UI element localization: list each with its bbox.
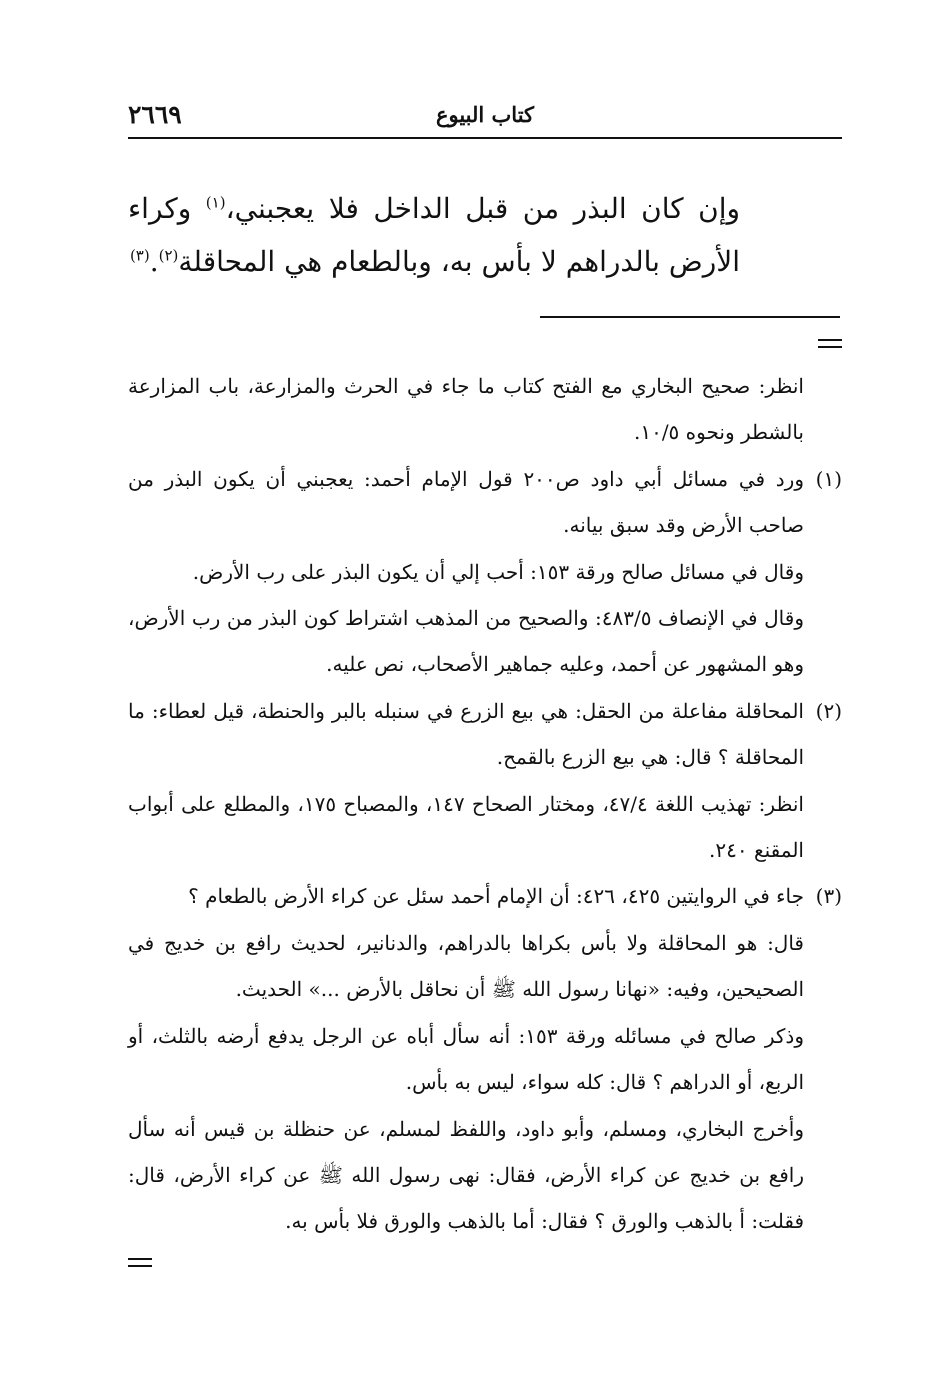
footnote-paragraph: جاء في الروايتين ٤٢٥، ٤٢٦: أن الإمام أحمد سئل عن كراء الأرض بالطعام ؟: [188, 884, 804, 909]
footnote-separator: [540, 316, 840, 318]
footnote-paragraph: المحاقلة مفاعلة من الحقل: هي بيع الزرع في سنبله بالبر والحنطة، قيل لعطاء: ما المحاقلة ؟ قال: هي بيع الزرع بالقمح.: [128, 698, 804, 770]
footnote-paragraph: وأخرج البخاري، ومسلم، وأبو داود، واللفظ لمسلم، عن حنظلة بن قيس أنه سأل رافع بن خديج عن كراء الأرض، فقال: نهى رسول الله ﷺ عن كراء الأرض، قال: فقلت: أ بالذهب والورق ؟ فقال: أما بالذهب والورق فلا بأس به.: [128, 1116, 804, 1234]
main-text-part3: .: [149, 245, 159, 278]
footnote-ref-1[interactable]: (١): [205, 193, 226, 212]
page-number: ٢٦٦٩: [128, 100, 182, 129]
footnote-paragraph: وقال في الإنصاف ٤٨٣/٥: والصحيح من المذهب اشتراط كون البذر من رب الأرض، وهو المشهور عن أحمد، وعليه جماهير الأصحاب، نص عليه.: [128, 606, 804, 677]
footnote-continuation-text: انظر: صحيح البخاري مع الفتح كتاب ما جاء في الحرث والمزارعة، باب المزارعة بالشطر ونحوه ١٠/٥.: [128, 374, 804, 445]
footnote-paragraph: وذكر صالح في مسائله ورقة ١٥٣: أنه سأل أباه عن الرجل يدفع أرضه بالثلث، أو الربع، أو الدراهم ؟ قال: كله سواء، ليس به بأس.: [128, 1023, 804, 1095]
footnote-2: [128, 688, 842, 874]
main-text-part2: وكراء الأرض بالدراهم لا بأس به، وبالطعام هي المحاقلة: [128, 192, 740, 278]
footnote-number: (٣): [815, 884, 842, 909]
main-text: [128, 182, 740, 288]
footnote-paragraph: ورد في مسائل أبي داود ص٢٠٠ قول الإمام أحمد: يعجبني أن يكون البذر من صاحب الأرض وقد سبق بيانه.: [128, 466, 804, 538]
footnote-1: [128, 456, 842, 688]
continuation-mark-top: [818, 339, 842, 348]
footnote-paragraph: قال: هو المحاقلة ولا بأس بكراها بالدراهم، والدنانير، لحديث رافع بن خديج في الصحيحين، وفيه: «نهانا رسول الله ﷺ أن نحاقل بالأرض ...» الحديث.: [128, 930, 804, 1002]
footnote-ref-3[interactable]: (٣): [129, 246, 150, 265]
footnotes: [128, 363, 842, 1245]
continuation-mark-bottom: [128, 1258, 152, 1267]
main-text-part1: وإن كان البذر من قبل الداخل فلا يعجبني،: [225, 192, 740, 225]
footnote-paragraph: انظر: تهذيب اللغة ٤٧/٤، ومختار الصحاح ١٤٧، والمصباح ١٧٥، والمطلع على أبواب المقنع ٢٤٠.: [128, 791, 804, 863]
footnote-number: (٢): [815, 698, 842, 723]
footnote-continuation: [128, 363, 842, 456]
running-header: [128, 96, 842, 136]
footnote-ref-2[interactable]: (٢): [158, 246, 179, 265]
header-rule: [128, 137, 842, 139]
footnote-paragraph: وقال في مسائل صالح ورقة ١٥٣: أحب إلي أن يكون البذر على رب الأرض.: [192, 559, 804, 584]
chapter-title: كتاب البيوع: [435, 102, 535, 127]
footnote-3: [128, 873, 842, 1244]
footnote-number: (١): [815, 466, 842, 491]
